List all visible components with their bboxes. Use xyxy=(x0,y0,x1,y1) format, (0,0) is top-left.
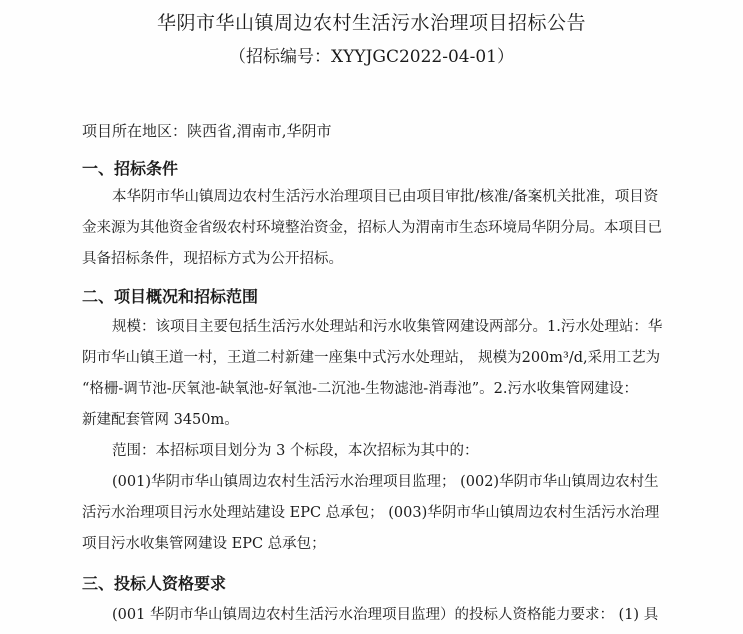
paragraph-line: 本华阴市华山镇周边农村生活污水治理项目已由项目审批/核准/备案机关批准，项目资 xyxy=(112,189,659,205)
section-body-project-overview xyxy=(82,312,682,560)
paragraph-line: 金来源为其他资金省级农村环境整治资金，招标人为渭南市生态环境局华阴分局。本项目已 xyxy=(82,220,662,236)
section-body-bidder-qualifications xyxy=(82,600,682,631)
section-heading-bidder-qualifications: 三、投标人资格要求 xyxy=(82,574,227,593)
paragraph-line: 阴市华山镇王道一村，王道二村新建一座集中式污水处理站， 规模为200m³/d,采用工艺为 xyxy=(82,350,661,366)
document-title: 华阴市华山镇周边农村生活污水治理项目招标公告 xyxy=(156,12,586,34)
paragraph-line: (001 华阴市华山镇周边农村生活污水治理项目监理）的投标人资格能力要求： (1) 具 xyxy=(112,607,659,623)
paragraph-line: 项目污水收集管网建设 EPC 总承包； xyxy=(82,536,326,552)
paragraph-line: 具备招标条件，现招标方式为公开招标。 xyxy=(82,251,343,267)
paragraph-line: 范围：本招标项目划分为 3 个标段，本次招标为其中的： xyxy=(112,443,479,459)
paragraph-line: 规模：该项目主要包括生活污水处理站和污水收集管网建设两部分。1.污水处理站：华 xyxy=(112,319,663,335)
paragraph-line: (001)华阴市华山镇周边农村生活污水治理项目监理； (002)华阴市华山镇周边农村生 xyxy=(112,474,659,490)
section-body-bidding-conditions xyxy=(82,182,682,275)
paragraph-line: 新建配套管网 3450m。 xyxy=(82,412,239,428)
project-region: 项目所在地区：陕西省,渭南市,华阴市 xyxy=(82,122,332,140)
tender-number: （招标编号：XYYJGC2022-04-01） xyxy=(229,47,514,67)
paragraph-line: “格栅-调节池-厌氧池-缺氧池-好氧池-二沉池-生物滤池-消毒池”。2.污水收集管网建设： xyxy=(82,381,638,397)
paragraph-line: 活污水治理项目污水处理站建设 EPC 总承包； (003)华阴市华山镇周边农村生活污水治理 xyxy=(82,505,660,521)
section-heading-project-overview: 二、项目概况和招标范围 xyxy=(82,287,259,306)
section-heading-bidding-conditions: 一、招标条件 xyxy=(82,159,179,178)
